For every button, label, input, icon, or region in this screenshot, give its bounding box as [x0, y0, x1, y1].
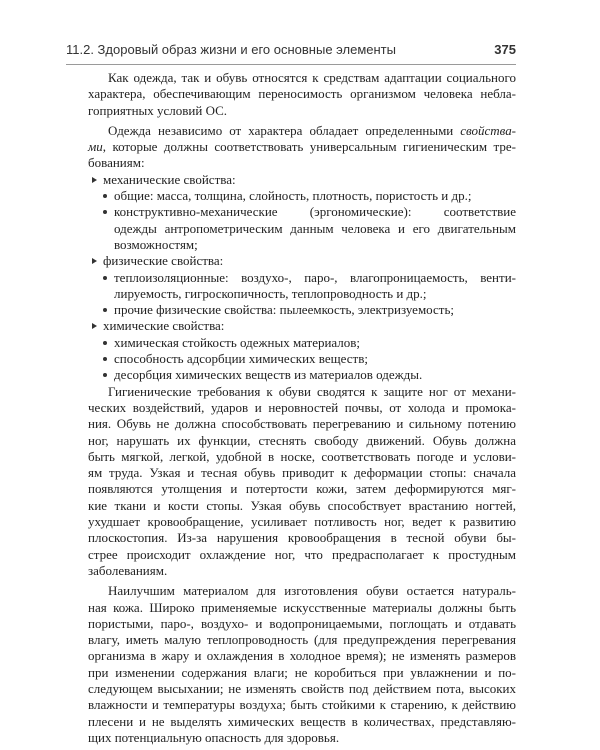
italic-term: свойства- [460, 122, 517, 138]
text-line: щих потенциальную опасность для здоровья. [88, 729, 340, 745]
text-line: плоскостопия. Из-за нарушения кровообращения в тесной обуви бы- [88, 530, 516, 546]
text-line [88, 139, 516, 155]
chapter-title: 11.2. Здоровый образ жизни и его основные элементы [66, 42, 396, 57]
text-line: гоприятных условий ОС. [88, 102, 228, 118]
text-line: при изменении содержания влаги; не коробиться при увлажнении и по- [88, 664, 516, 680]
text-line: Наилучшим материалом для изготовления обуви остается натураль- [108, 583, 516, 599]
text-line: бованиям: [88, 155, 145, 171]
list-item: механические свойства: [88, 172, 516, 188]
text-line: ухудшает кровообращение, усиливает потливость ног, ведет к развитию [88, 514, 516, 530]
text-line: лируемость, гигроскопичность, теплопроводность и др.; [114, 285, 427, 301]
text-line [88, 123, 516, 139]
list-item: химические свойства: [88, 318, 516, 334]
text-line: заболеваниям. [88, 562, 168, 578]
text-line: ческих воздействий, ударов и неровностей почвы, от холода и промока- [88, 399, 516, 415]
text-line: стрее происходит охлаждение ног, что предрасполагает к простудным [88, 546, 516, 562]
text-line: Как одежда, так и обувь относятся к средствам адаптации социального [108, 70, 516, 85]
text-line: ния. Обувь не должна способствовать перегреванию и сильному потению [88, 416, 516, 432]
text-line: Гигиенические требования к обуви сводятся к защите ног от механи- [108, 383, 516, 399]
text-line: появляются утолщения и потертости кожи, затем деформируются мяг- [88, 481, 516, 497]
text-line: ям труда. Узкая и тесная обувь приводит к деформации стопы: сначала [88, 465, 516, 481]
text-fragment: , которые должны соответствовать универсальным гигиеническим тре- [102, 139, 516, 155]
list-item: способность адсорбции химических веществ; [88, 351, 516, 367]
list-item: прочие физические свойства: пылеемкость, электризуемость; [88, 302, 516, 318]
list-item: теплоизоляционные: воздухо-, паро-, влагопроницаемость, венти- [88, 270, 516, 286]
text-line: быть мягкой, легкой, удобной в носке, соответствовать погоде и услови- [88, 448, 516, 464]
list-item: химическая стойкость одежных материалов; [88, 335, 516, 351]
body-text [88, 70, 516, 746]
text-line: влагу, иметь малую теплопроводность (для предупреждения перегревания [88, 632, 516, 648]
text-line: ног, нарушать их функции, стеснять свободу движений. Обувь должна [88, 432, 516, 448]
list-item: конструктивно-механические (эргономические): соответствие [88, 204, 516, 220]
text-line: кие ткани и кости стопы. Узкая обувь способствует врастанию ногтей, [88, 497, 516, 513]
text-line: одежды антропометрическим данным человека и его двигательным [114, 220, 516, 236]
list-item: общие: масса, толщина, слойность, плотность, пористость и др.; [88, 188, 516, 204]
text-line: возможностям; [114, 236, 198, 252]
text-fragment: Одежда независимо от характера обладает определенными [108, 122, 454, 138]
running-header [66, 40, 516, 65]
list-item: физические свойства: [88, 253, 516, 269]
text-line: пористыми, паро-, воздухо- и водопроницаемыми, поглощать и отдавать [88, 615, 516, 631]
text-line: ная кожа. Широко применяемые искусственные материалы должны быть [88, 599, 516, 615]
page-number: 375 [494, 42, 516, 57]
text-line: организма в жару и охлаждения в холодное время); не изменять размеров [88, 648, 516, 664]
text-line: влажности и температуры воздуха; быть стойкими к старению, к действию [88, 697, 516, 713]
text-line: характера, обеспечивающим переносимость организмом человека небла- [88, 86, 516, 102]
text-line: плесени и не выделять химических веществ в количествах, представляю- [88, 713, 516, 729]
italic-term: ми [88, 139, 103, 155]
text-line: следующем высыхании; не изменять свойств под действием пота, высоких [88, 680, 516, 696]
list-item: десорбция химических веществ из материалов одежды. [88, 367, 516, 383]
